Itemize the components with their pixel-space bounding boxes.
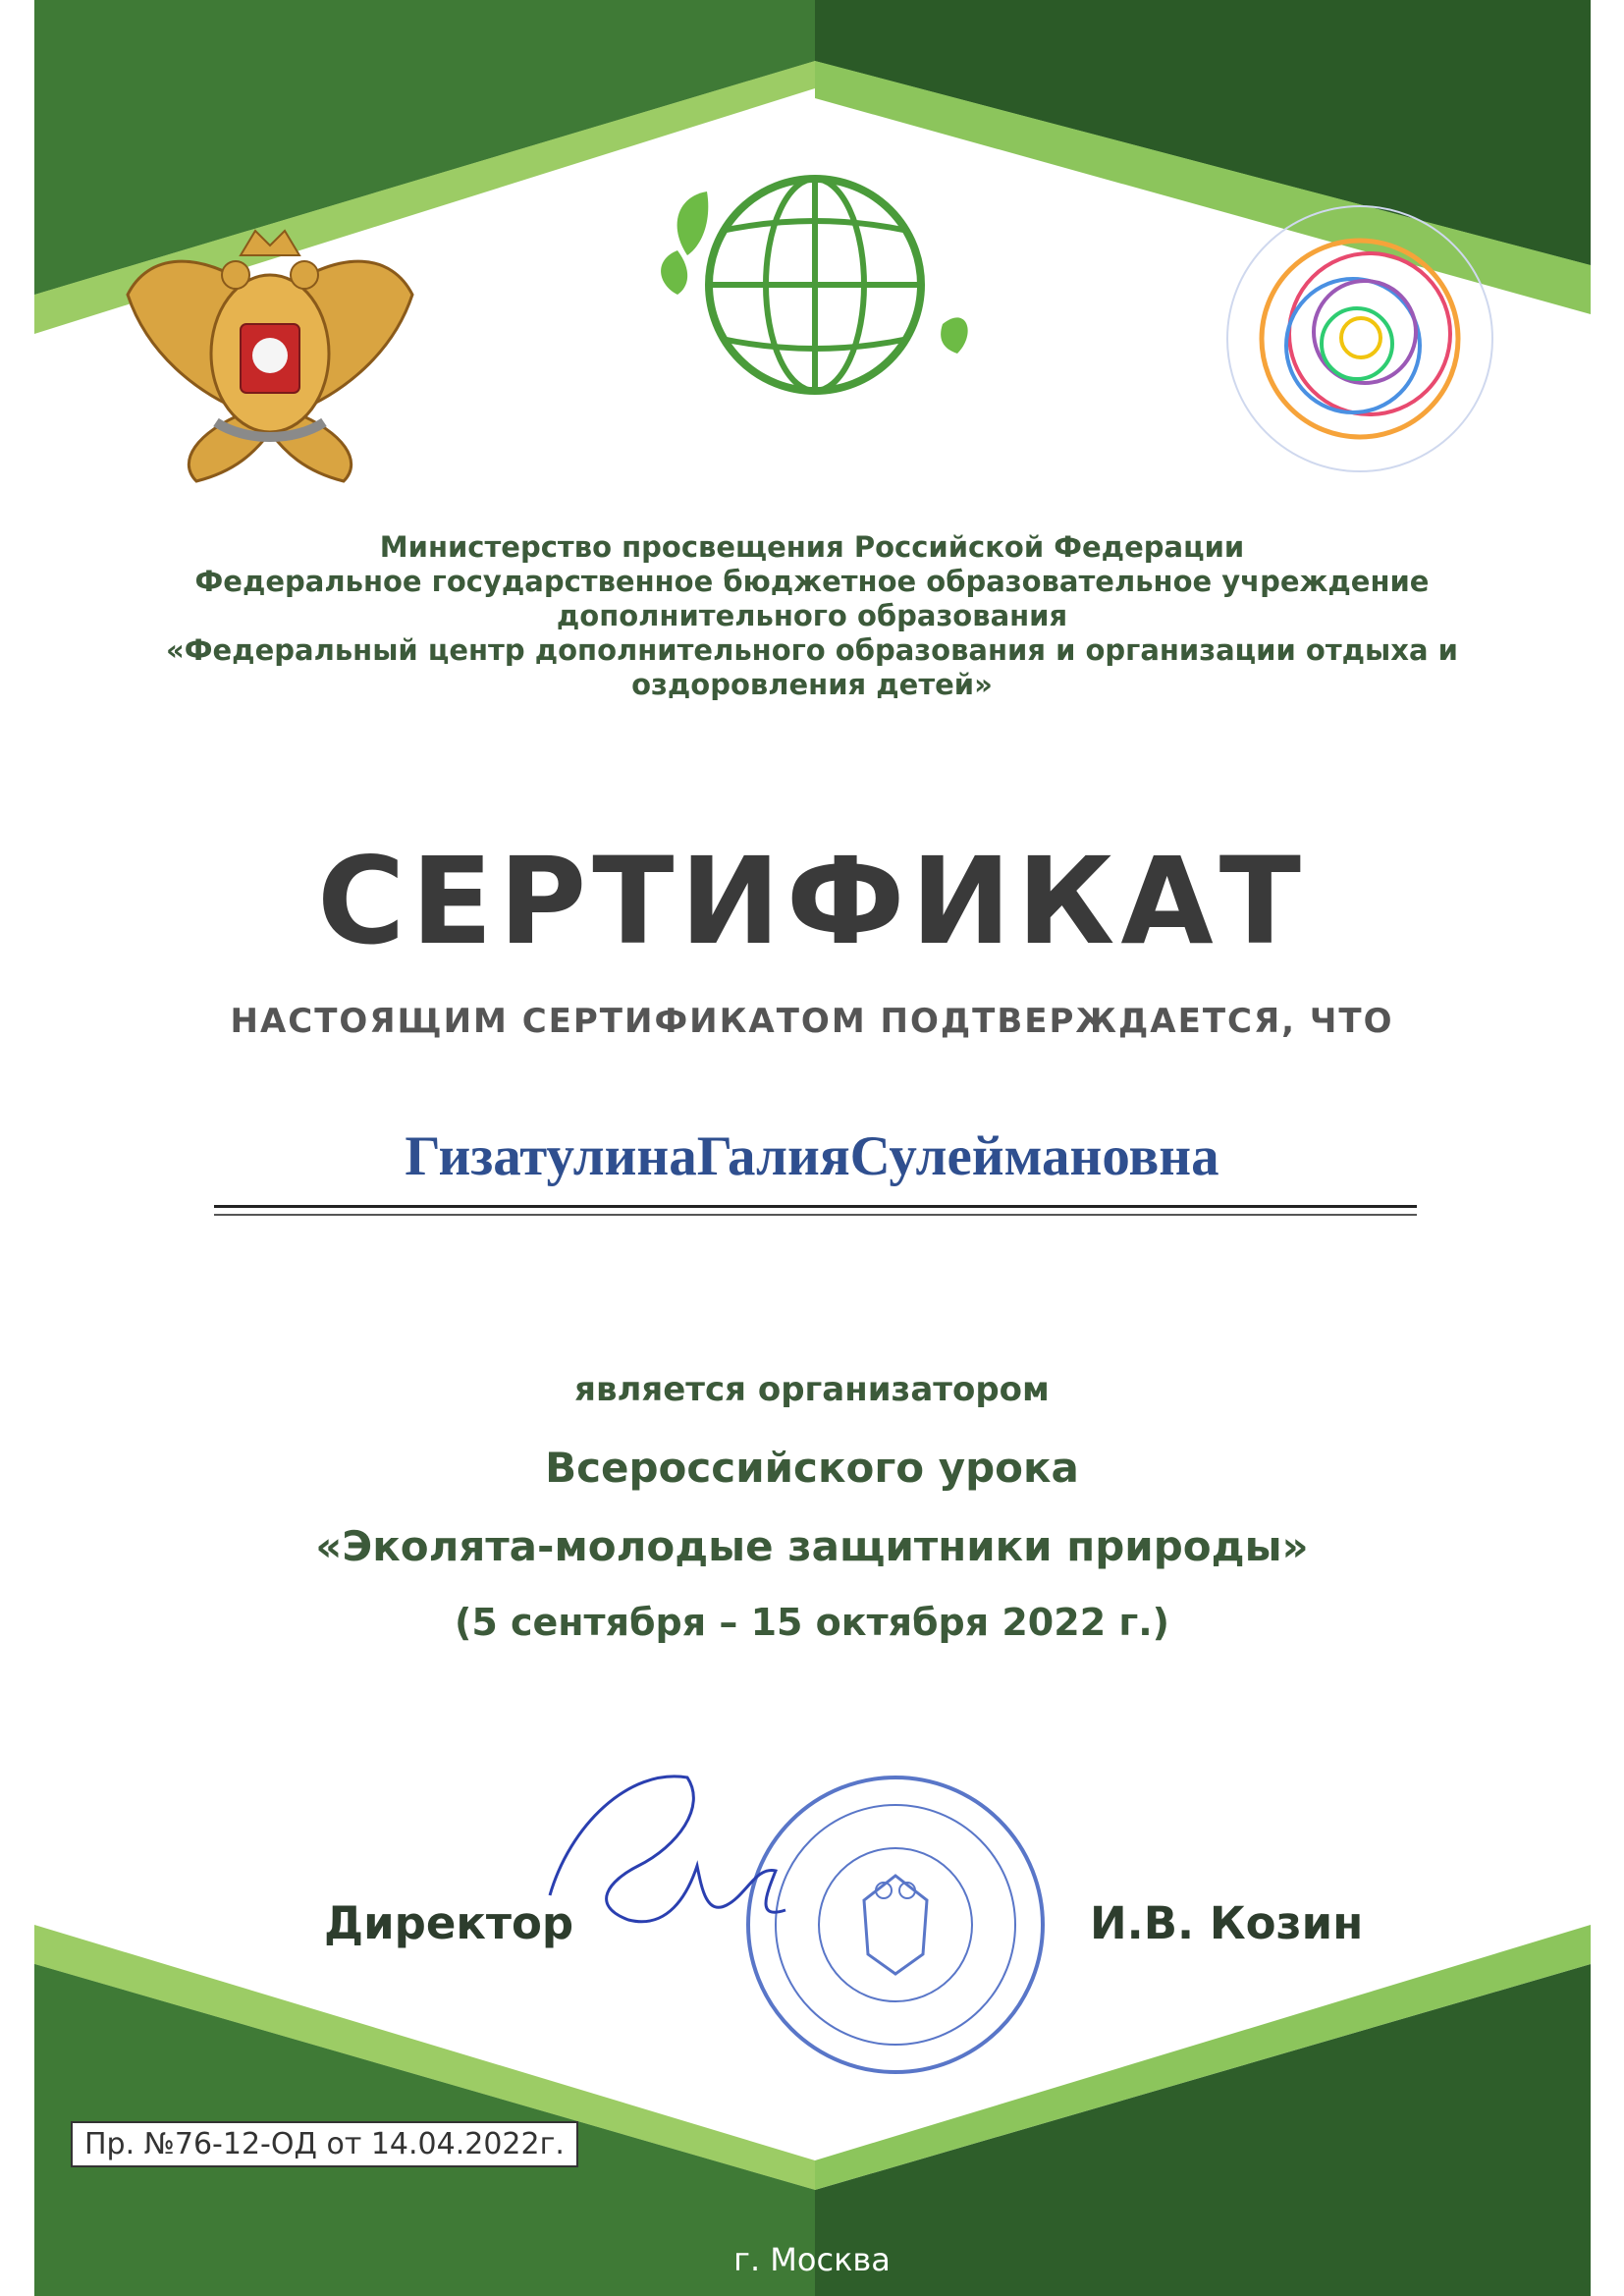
header-line-institution-type: Федеральное государственное бюджетное образовательное учреждение — [194, 565, 1430, 598]
ekolyata-logo — [661, 179, 968, 391]
signatory-name: И.В. Козин — [1090, 1897, 1364, 1949]
role-text: является организатором — [574, 1370, 1050, 1409]
order-reference: Пр. №76-12-ОД от 14.04.2022г. — [71, 2121, 578, 2167]
header-line-center-name-end: оздоровления детей» — [631, 668, 993, 701]
top-band-right — [815, 0, 1591, 265]
recipient-underline — [214, 1205, 1417, 1208]
official-stamp — [748, 1777, 1043, 2072]
coat-of-arms-logo — [128, 231, 412, 481]
header-line-ministry: Министерство просвещения Российской Федерации — [379, 530, 1245, 564]
top-band-left — [34, 0, 815, 295]
certificate-subtitle: НАСТОЯЩИМ СЕРТИФИКАТОМ ПОДТВЕРЖДАЕТСЯ, ЧТО — [230, 1002, 1394, 1041]
event-dates: (5 сентября – 15 октября 2022 г.) — [454, 1601, 1170, 1644]
event-line-1: Всероссийского урока — [545, 1444, 1079, 1492]
header-line-center-name: «Федеральный центр дополнительного образования и организации отдыха и — [166, 633, 1458, 667]
issue-city: г. Москва — [733, 2241, 891, 2278]
issuer-header — [0, 530, 1624, 702]
event-line-2: «Эколята-молодые защитники природы» — [315, 1522, 1309, 1570]
signatory-position: Директор — [324, 1897, 574, 1949]
recipient-name: ГизатулинаГалияСулеймановна — [405, 1125, 1219, 1187]
certificate-title: СЕРТИФИКАТ — [316, 832, 1308, 971]
header-line-education: дополнительного образования — [556, 599, 1068, 632]
recipient-underline-secondary — [214, 1214, 1417, 1216]
